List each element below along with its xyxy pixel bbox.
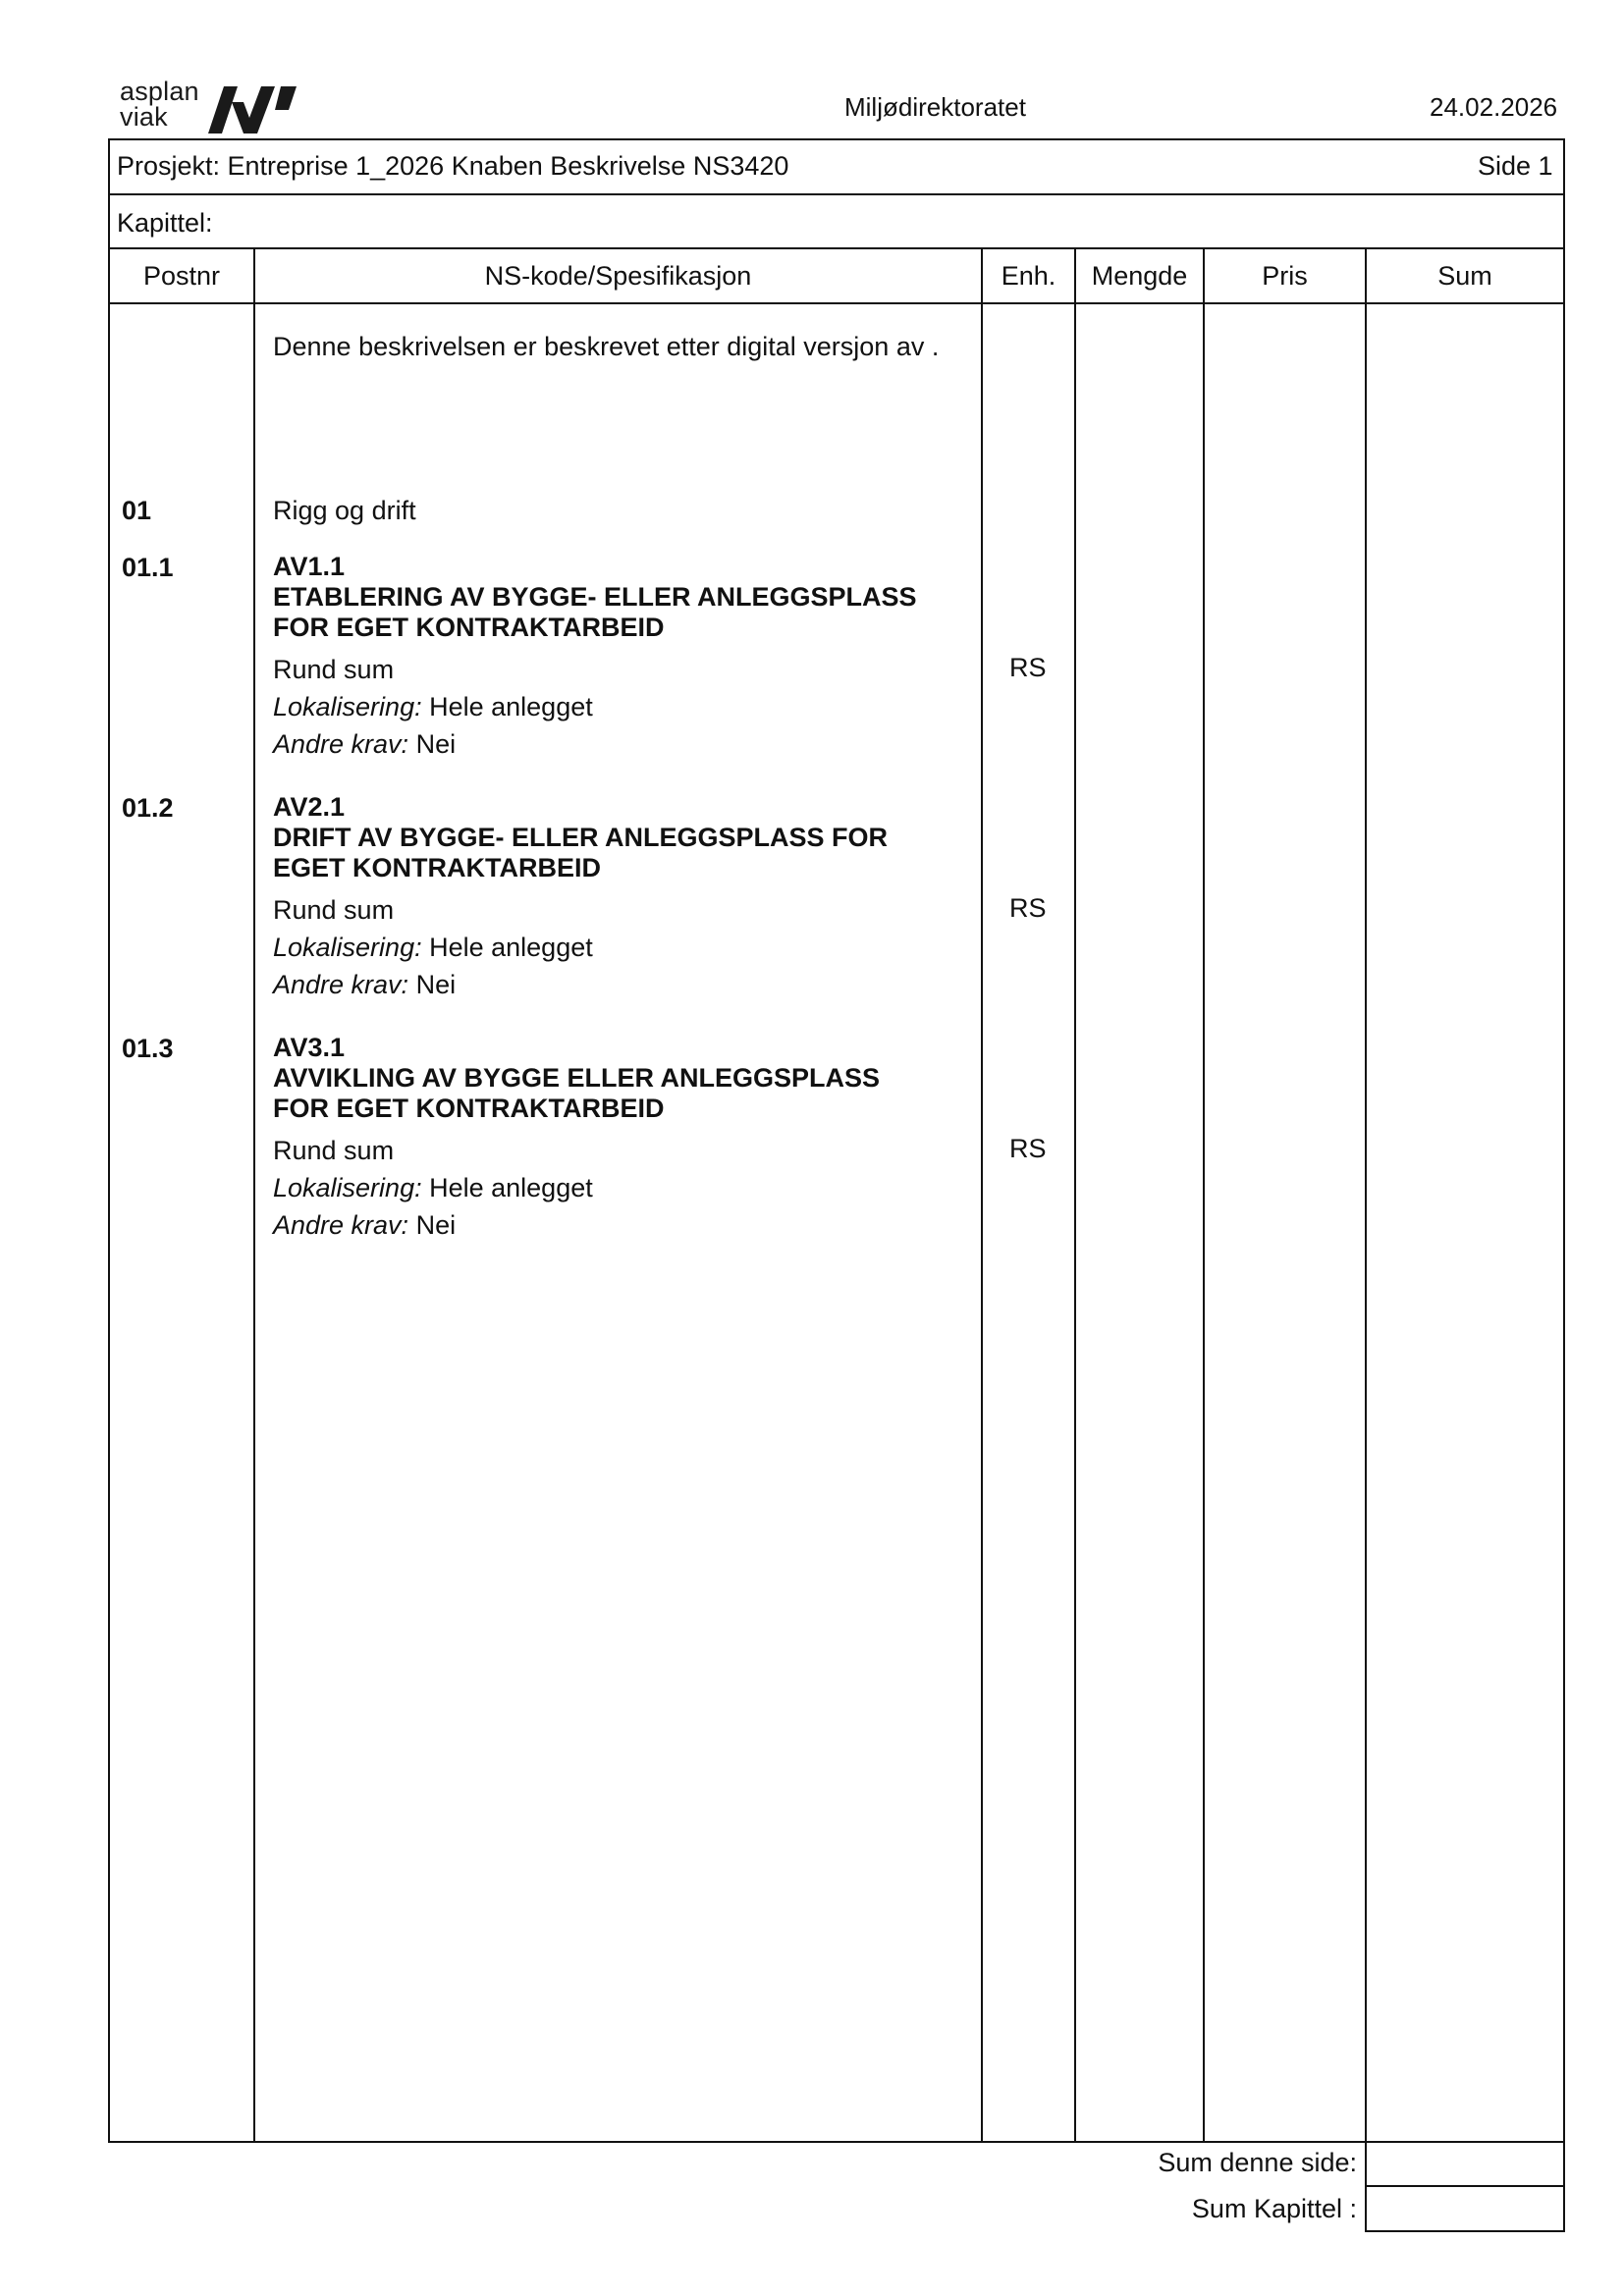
item-spec bbox=[273, 792, 888, 1003]
asplan-viak-logo-icon bbox=[206, 80, 304, 135]
localization-label: Lokalisering: bbox=[273, 1173, 422, 1202]
item-unit: RS bbox=[1009, 653, 1047, 682]
sum-page-value-box bbox=[1367, 2143, 1563, 2185]
project-row-divider bbox=[108, 193, 1565, 195]
sum-chapter-value-box bbox=[1367, 2187, 1563, 2230]
sum-page-label: Sum denne side: bbox=[1158, 2148, 1357, 2177]
localization-label: Lokalisering: bbox=[273, 692, 422, 721]
sum-chapter-label: Sum Kapittel : bbox=[1191, 2194, 1357, 2223]
column-header-postnr: Postnr bbox=[142, 261, 221, 291]
sum-chapter-box-bottom bbox=[1365, 2230, 1565, 2232]
item-postnr: 01.1 bbox=[122, 553, 174, 582]
requirements-label: Andre krav: bbox=[273, 970, 409, 999]
item-ns-code: AV1.1 bbox=[273, 552, 346, 581]
item-localization bbox=[273, 929, 888, 966]
section-postnr: 01 bbox=[122, 496, 152, 525]
frame-top-border bbox=[108, 138, 1565, 140]
intro-text: Denne beskrivelsen er beskrevet etter digital versjon av . bbox=[273, 332, 940, 361]
item-postnr: 01.3 bbox=[122, 1034, 174, 1063]
chapter-label: Kapittel: bbox=[117, 208, 213, 238]
item-title-line-1: ETABLERING AV BYGGE- ELLER ANLEGGSPLASS bbox=[273, 582, 917, 612]
logo-line-2: viak bbox=[120, 102, 168, 132]
project-label: Prosjekt: Entreprise 1_2026 Knaben Beskrivelse NS3420 bbox=[117, 151, 789, 181]
column-header-pris: Pris bbox=[1262, 261, 1308, 291]
company-logo bbox=[120, 79, 199, 130]
header-date: 24.02.2026 bbox=[1430, 92, 1558, 122]
item-other-requirements bbox=[273, 1206, 880, 1244]
item-unit: RS bbox=[1009, 893, 1047, 923]
item-unit-text: Rund sum bbox=[273, 655, 395, 684]
col-divider-pris bbox=[1365, 247, 1367, 2232]
col-divider-mengde bbox=[1203, 247, 1205, 2143]
item-unit: RS bbox=[1009, 1134, 1047, 1163]
item-title-line-1: AVVIKLING AV BYGGE ELLER ANLEGGSPLASS bbox=[273, 1063, 881, 1093]
logo-line-1: asplan bbox=[120, 77, 199, 106]
column-header-divider bbox=[108, 302, 1565, 304]
item-title-line-1: DRIFT AV BYGGE- ELLER ANLEGGSPLASS FOR bbox=[273, 823, 889, 852]
item-title-line-2: FOR EGET KONTRAKTARBEID bbox=[273, 1094, 665, 1123]
item-localization bbox=[273, 1169, 880, 1206]
item-other-requirements bbox=[273, 966, 888, 1003]
requirements-label: Andre krav: bbox=[273, 729, 409, 759]
localization-value: Hele anlegget bbox=[421, 1173, 593, 1202]
section-title: Rigg og drift bbox=[273, 496, 416, 525]
item-spec bbox=[273, 552, 917, 763]
column-header-spec: NS-kode/Spesifikasjon bbox=[484, 261, 752, 291]
header-organization: Miljødirektoratet bbox=[844, 92, 1026, 122]
requirements-value: Nei bbox=[408, 970, 457, 999]
column-header-enh: Enh. bbox=[1001, 261, 1056, 291]
localization-value: Hele anlegget bbox=[421, 933, 593, 962]
table-bottom-border bbox=[108, 2141, 1565, 2143]
column-header-sum: Sum bbox=[1437, 261, 1492, 291]
frame-left-border bbox=[108, 138, 110, 2143]
item-spec bbox=[273, 1033, 880, 1244]
column-header-mengde: Mengde bbox=[1091, 261, 1188, 291]
item-other-requirements bbox=[273, 725, 917, 763]
requirements-value: Nei bbox=[408, 1210, 457, 1240]
item-ns-code: AV2.1 bbox=[273, 792, 346, 822]
item-ns-code: AV3.1 bbox=[273, 1033, 346, 1062]
item-unit-text: Rund sum bbox=[273, 895, 395, 925]
item-title-line-2: EGET KONTRAKTARBEID bbox=[273, 853, 601, 882]
requirements-label: Andre krav: bbox=[273, 1210, 409, 1240]
chapter-row-divider bbox=[108, 247, 1565, 249]
col-divider-enh bbox=[1074, 247, 1076, 2143]
item-postnr: 01.2 bbox=[122, 793, 174, 823]
frame-right-border bbox=[1563, 138, 1565, 2232]
localization-value: Hele anlegget bbox=[421, 692, 593, 721]
page-number: Side 1 bbox=[1478, 151, 1553, 181]
col-divider-postnr bbox=[253, 247, 255, 2143]
requirements-value: Nei bbox=[408, 729, 457, 759]
item-unit-text: Rund sum bbox=[273, 1136, 395, 1165]
localization-label: Lokalisering: bbox=[273, 933, 422, 962]
item-localization bbox=[273, 688, 917, 725]
item-title-line-2: FOR EGET KONTRAKTARBEID bbox=[273, 613, 665, 642]
col-divider-spec bbox=[981, 247, 983, 2143]
